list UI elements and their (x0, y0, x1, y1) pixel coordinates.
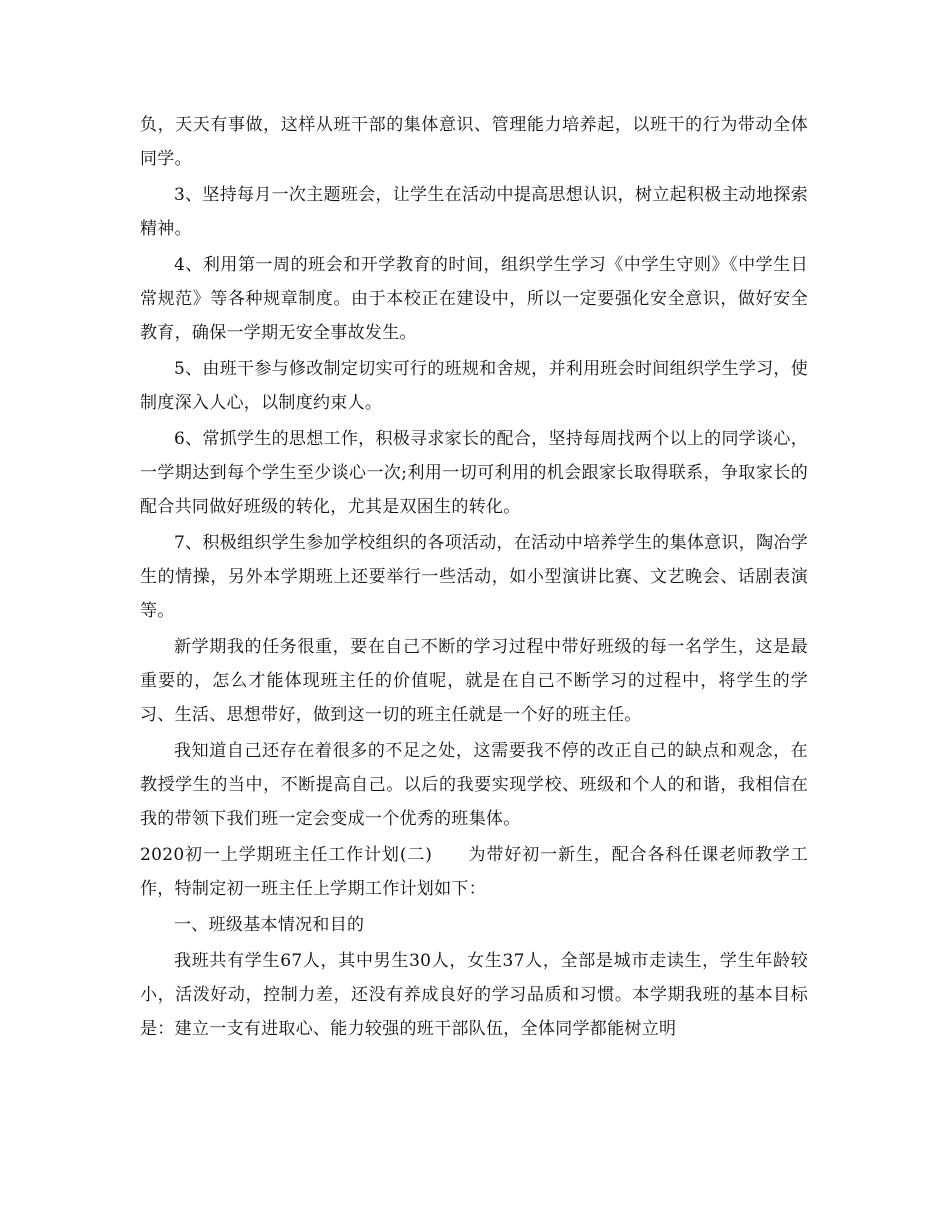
paragraph-item-7: 7、积极组织学生参加学校组织的各项活动，在活动中培养学生的集体意识，陶冶学生的情操，另外本学期班上还要举行一些活动，如小型演讲比赛、文艺晚会、话剧表演等。 (140, 533, 808, 621)
paragraph-continuation: 负，天天有事做，这样从班干部的集体意识、管理能力培养起，以班干的行为带动全体同学。 (140, 115, 808, 169)
paragraph-new-semester: 新学期我的任务很重，要在自己不断的学习过程中带好班级的每一名学生，这是最重要的，怎么才能体现班主任的价值呢，就是在自己不断学习的过程中，将学生的学习、生活、思想带好，做到这一切的班主任就是一个好的班主任。 (140, 637, 808, 725)
paragraph-class-info: 我班共有学生67人，其中男生30人，女生37人，全部是城市走读生，学生年龄较小，活泼好动，控制力差，还没有养成良好的学习品质和习惯。本学期我班的基本目标是：建立一支有进取心、能力较强的班干部队伍，全体同学都能树立明 (140, 951, 808, 1039)
paragraph-item-5: 5、由班干参与修改制定切实可行的班规和舍规，并利用班会时间组织学生学习，使制度深入人心，以制度约束人。 (140, 359, 808, 413)
paragraph-item-4: 4、利用第一周的班会和开学教育的时间，组织学生学习《中学生守则》《中学生日常规范》等各种规章制度。由于本校正在建设中，所以一定要强化安全意识，做好安全教育，确保一学期无安全事故发生。 (140, 255, 808, 343)
section-subheading-class-info: 一、班级基本情况和目的 (174, 915, 365, 935)
document-page (140, 108, 808, 1048)
paragraph-self-reflection: 我知道自己还存在着很多的不足之处，这需要我不停的改正自己的缺点和观念，在教授学生的当中，不断提高自己。以后的我要实现学校、班级和个人的和谐，我相信在我的带领下我们班一定会变成一个优秀的班集体。 (140, 741, 808, 829)
paragraph-item-3: 3、坚持每月一次主题班会，让学生在活动中提高思想认识，树立起积极主动地探索精神。 (140, 185, 808, 239)
section-heading-plan-two: 2020初一上学期班主任工作计划(二) 为带好初一新生，配合各科任课老师教学工作，特制定初一班主任上学期工作计划如下： (140, 845, 808, 899)
paragraph-item-6: 6、常抓学生的思想工作，积极寻求家长的配合，坚持每周找两个以上的同学谈心，一学期达到每个学生至少谈心一次;利用一切可利用的机会跟家长取得联系，争取家长的配合共同做好班级的转化，尤其是双困生的转化。 (140, 429, 808, 517)
